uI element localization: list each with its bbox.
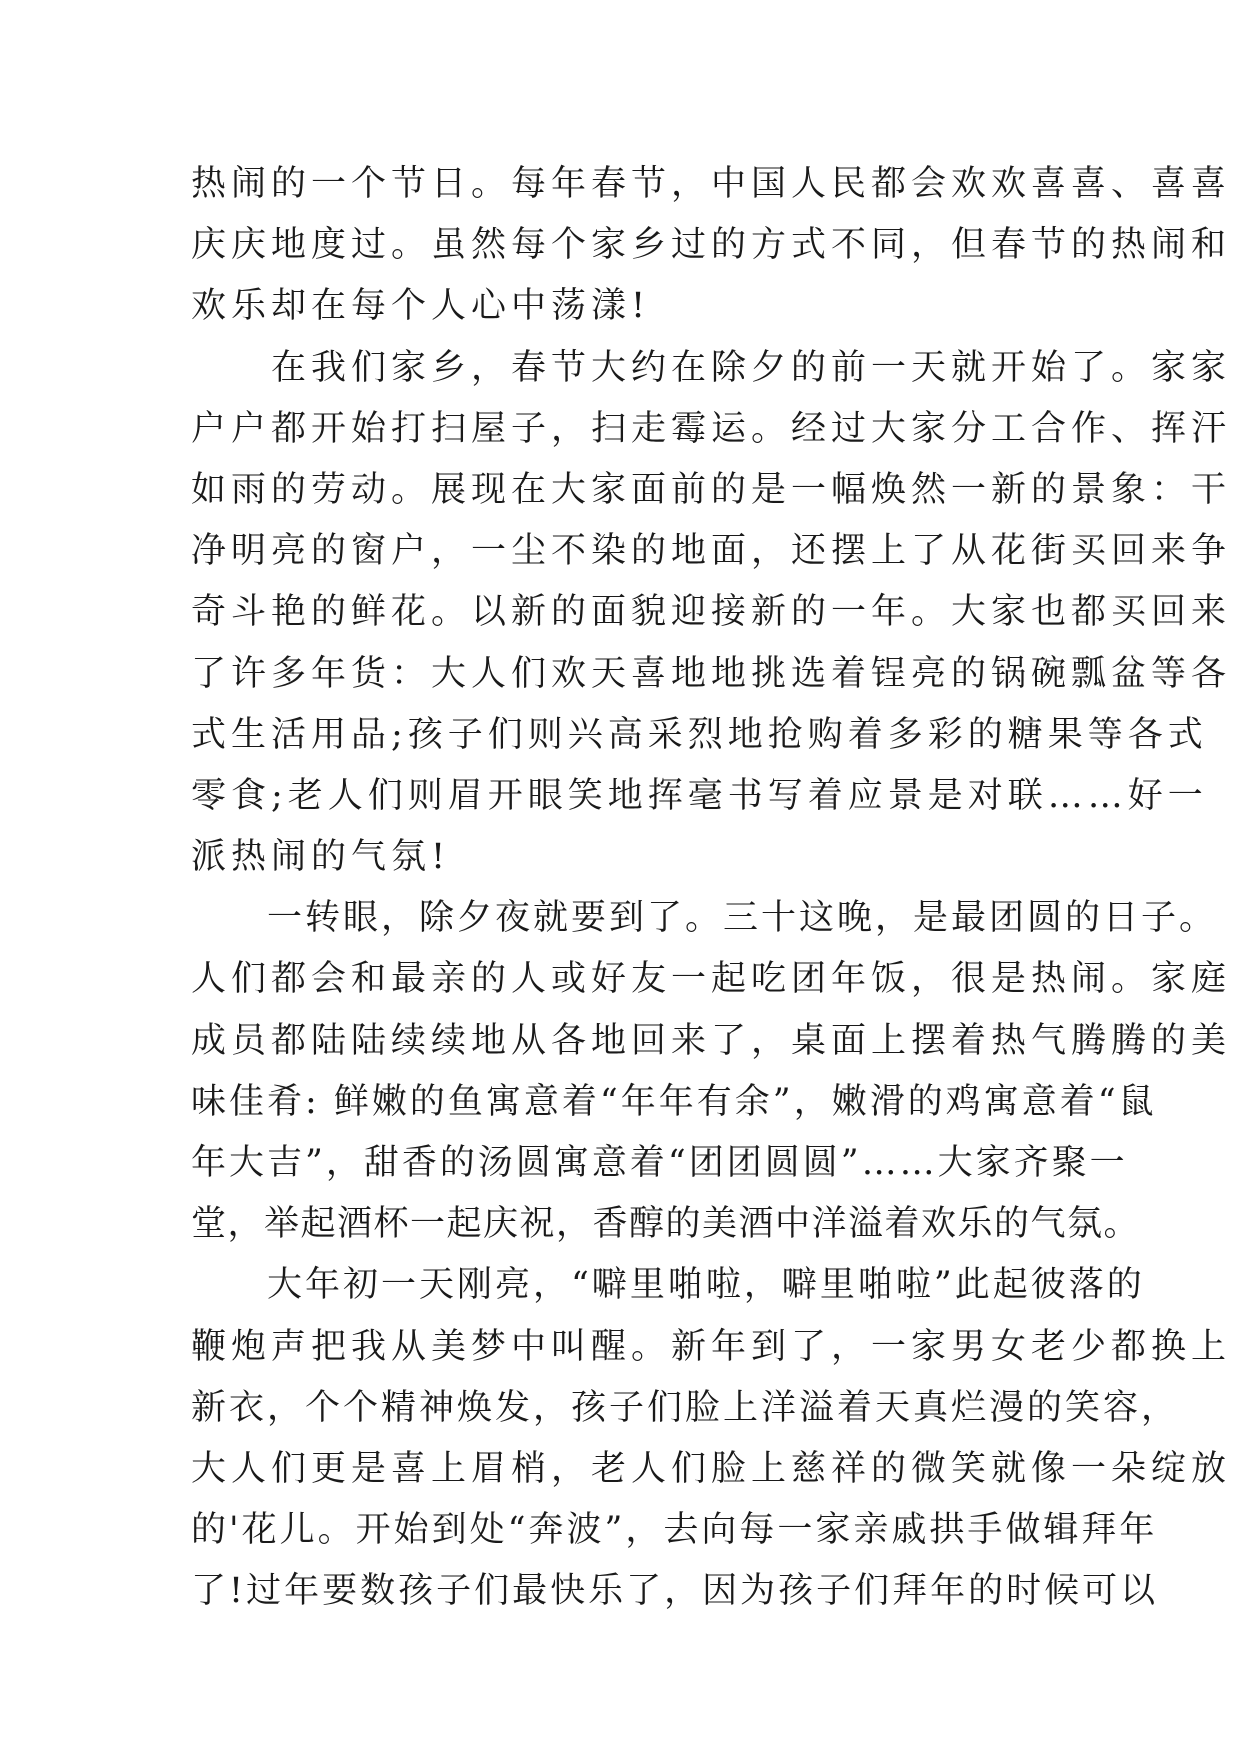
paragraph-start-line: 一转眼，除夕夜就要到了。三十这晚，是最团圆的日子。 <box>191 898 1218 939</box>
text-line: 派热闹的气氛! <box>191 837 451 878</box>
text-line: 式生活用品;孩子们则兴高采烈地抢购着多彩的糖果等各式 <box>191 714 1208 755</box>
text-line: 零食;老人们则眉开眼笑地挥毫书写着应景是对联……好一 <box>191 775 1208 816</box>
text-line: 人们都会和最亲的人或好友一起吃团年饭，很是热闹。家庭 <box>191 959 1232 1000</box>
text-line: 如雨的劳动。展现在大家面前的是一幅焕然一新的景象：干 <box>191 469 1232 510</box>
text-line: 户户都开始打扫屋子，扫走霉运。经过大家分工合作、挥汗 <box>191 408 1232 449</box>
text-line: 年大吉”，甜香的汤圆寓意着“团团圆圆”……大家齐聚一 <box>191 1143 1128 1183</box>
text-line: 净明亮的窗户，一尘不染的地面，还摆上了从花街买回来争 <box>191 531 1232 572</box>
paragraph-start-line: 大年初一天刚亮，“噼里啪啦，噼里啪啦”此起彼落的 <box>191 1265 1145 1306</box>
text-line: 鞭炮声把我从美梦中叫醒。新年到了，一家男女老少都换上 <box>191 1326 1232 1367</box>
text-line: 庆庆地度过。虽然每个家乡过的方式不同，但春节的热闹和 <box>191 225 1232 266</box>
text-line: 味佳肴: 鲜嫩的鱼寓意着“年年有余”，嫩滑的鸡寓意着“鼠 <box>191 1081 1157 1122</box>
text-line: 欢乐却在每个人心中荡漾! <box>191 286 651 327</box>
paragraph-start-line: 在我们家乡，春节大约在除夕的前一天就开始了。家家 <box>191 347 1232 388</box>
article-body <box>191 154 1232 1623</box>
text-line: 新衣，个个精神焕发，孩子们脸上洋溢着天真烂漫的笑容， <box>191 1387 1180 1428</box>
text-line: 奇斗艳的鲜花。以新的面貌迎接新的一年。大家也都买回来 <box>191 592 1232 633</box>
text-line: 热闹的一个节日。每年春节，中国人民都会欢欢喜喜、喜喜 <box>191 164 1232 204</box>
text-line: 成员都陆陆续续地从各地回来了，桌面上摆着热气腾腾的美 <box>191 1020 1232 1061</box>
text-line: 大人们更是喜上眉梢，老人们脸上慈祥的微笑就像一朵绽放 <box>191 1448 1232 1489</box>
text-line: 的'花儿。开始到处“奔波”，去向每一家亲戚拱手做辑拜年 <box>191 1510 1158 1551</box>
text-line: 堂，举起酒杯一起庆祝，香醇的美酒中洋溢着欢乐的气氛。 <box>191 1204 1141 1245</box>
text-line: 了!过年要数孩子们最快乐了，因为孩子们拜年的时候可以 <box>191 1571 1159 1612</box>
text-line: 了许多年货：大人们欢天喜地地挑选着锃亮的锅碗瓢盆等各 <box>191 653 1232 694</box>
